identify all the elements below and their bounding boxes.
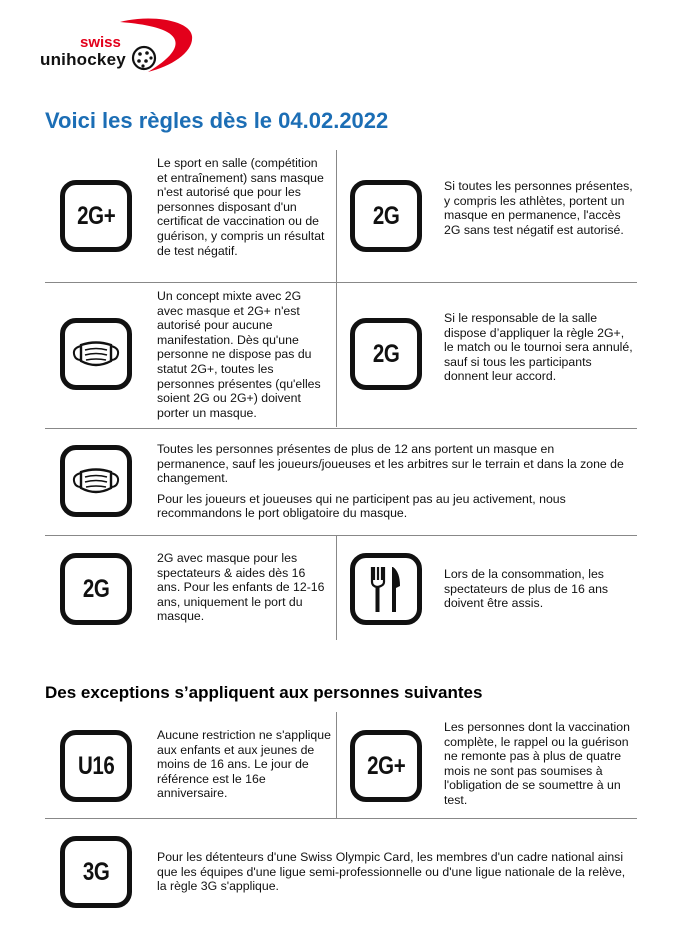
badge-label: 3G <box>82 857 110 886</box>
rule-paragraph: Si toutes les personnes présentes, y compris les athlètes, portent un masque en permanence, l'accès 2G sans test négatif est autorisé. <box>444 179 633 237</box>
badge-label: 2G <box>82 574 110 603</box>
rule-paragraph: Lors de la consommation, les spectateurs de plus de 16 ans doivent être assis. <box>444 567 609 611</box>
rule-paragraph: Un concept mixte avec 2G avec masque et 2G+ n'est autorisé pour aucune manifestation. Dès qu'une personne ne dispose pas du statut 2G+, toutes les personnes présentes (qu'elles soient 2G ou 2G+) doivent porter un masque. <box>157 289 321 420</box>
logo-text-swiss: swiss <box>80 34 121 51</box>
divider <box>336 712 337 818</box>
rule-text <box>157 156 329 258</box>
face-mask-icon <box>71 337 121 371</box>
mask-badge <box>60 445 132 517</box>
rule-text <box>157 551 329 624</box>
badge-label: 2G+ <box>366 751 406 780</box>
divider <box>45 282 637 283</box>
rule-paragraph: Si le responsable de la salle dispose d’appliquer la règle 2G+, le match ou le tournoi sera annulé, sauf si tous les participants donnent leur accord. <box>444 311 633 384</box>
badge-2g <box>350 180 422 252</box>
badge-label: U16 <box>77 751 115 780</box>
exception-text <box>444 720 630 808</box>
badge-label: 2G <box>372 339 400 368</box>
badge-3g <box>60 836 132 908</box>
rule-text <box>444 179 634 237</box>
badge-2g <box>350 318 422 390</box>
divider <box>336 283 337 427</box>
rule-paragraph: Le sport en salle (compétition et entraînement) sans masque n'est autorisé que pour les personnes disposant d'un certificat de vaccination ou de guérison, y compris un résultat de test négatif. <box>157 156 325 258</box>
rule-paragraph: 2G avec masque pour les spectateurs & aides dès 16 ans. Pour les enfants de 12-16 ans, uniquement le port du masque. <box>157 551 325 624</box>
exceptions-title: Des exceptions s’appliquent aux personnes suivantes <box>45 683 483 702</box>
swiss-unihockey-logo <box>40 16 200 78</box>
face-mask-icon <box>71 464 121 498</box>
divider <box>45 428 637 429</box>
rule-text <box>157 289 329 420</box>
rule-text <box>444 311 634 384</box>
cutlery-badge <box>350 553 422 625</box>
badge-2g <box>60 553 132 625</box>
exception-paragraph: Pour les détenteurs d'une Swiss Olympic Card, les membres d'un cadre national ainsi que les équipes d'une ligue semi-professionnelle ou d'une ligue nationale de la relève, la règle 3G s'applique. <box>157 850 626 894</box>
rule-paragraph: Pour les joueurs et joueuses qui ne participent pas au jeu activement, nous recommandons le port obligatoire du masque. <box>157 491 566 521</box>
exception-text <box>157 728 333 801</box>
divider <box>336 536 337 640</box>
mask-badge <box>60 318 132 390</box>
badge-label: 2G <box>372 201 400 230</box>
badge-label: 2G+ <box>76 201 116 230</box>
divider <box>45 818 637 819</box>
exception-paragraph: Aucune restriction ne s'applique aux enfants et aux jeunes de moins de 16 ans. Le jour de référence est le 16e anniversaire. <box>157 728 331 801</box>
badge-2g-plus <box>350 730 422 802</box>
page-title: Voici les règles dès le 04.02.2022 <box>45 108 389 133</box>
badge-u16 <box>60 730 132 802</box>
exception-paragraph: Les personnes dont la vaccination complète, le rappel ou la guérison ne remonte pas à plus de quatre mois ne sont pas soumises à l'obligation de se soumettre à un test. <box>444 720 630 807</box>
logo-text-unihockey: unihockey <box>40 50 126 69</box>
rule-paragraph: Toutes les personnes présentes de plus de 12 ans portent un masque en permanence, sauf les joueurs/joueuses et les arbitres sur le terrain et dans la zone de changement. <box>157 442 624 486</box>
rule-text <box>444 567 634 611</box>
divider <box>336 150 337 282</box>
divider <box>45 535 637 536</box>
badge-2g-plus <box>60 180 132 252</box>
fork-knife-icon <box>366 564 406 614</box>
rule-text <box>157 442 627 521</box>
exception-text <box>157 850 627 894</box>
